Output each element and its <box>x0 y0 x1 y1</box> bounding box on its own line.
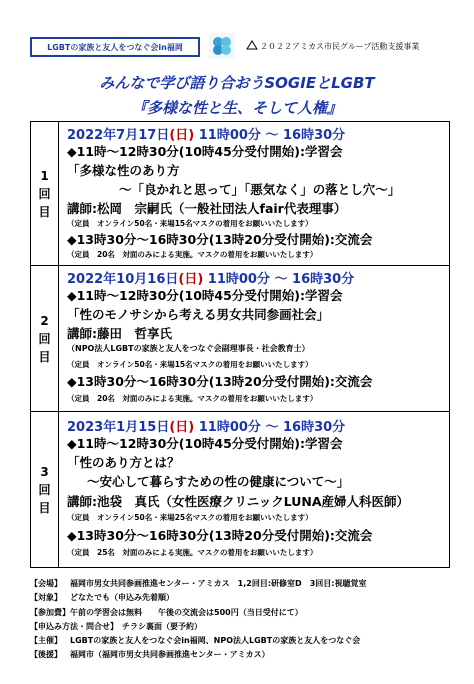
info-fee: 【参加費】 午前の学習会は無料 午後の交流会は500円（当日受付にて） <box>30 607 303 617</box>
session-date: 2022年7月17日(日) 11時00分 ～ 16時30分 <box>67 128 346 143</box>
exchange-capacity-note: （定員 25名 対面のみによる実施。マスクの着用をお願いいたします） <box>67 548 318 557</box>
session-date: 2022年10月16日(日) 11時00分 ～ 16時30分 <box>67 272 355 287</box>
study-subtheme: ～安心して暮らすための性の健康について～」 <box>87 474 350 489</box>
page-title-line1: みんなで学び語り合おうSOGIEとLGBT <box>99 74 375 92</box>
study-capacity-note: （定員 オンライン50名・来場15名マスクの着用をお願いいたします） <box>67 219 313 228</box>
clover-logo-icon <box>209 33 235 59</box>
session-row-3 <box>31 412 449 567</box>
session-number: 1 回 目 <box>31 122 59 265</box>
study-theme: 「多様な性のあり方 <box>67 163 180 178</box>
exchange-session-time: ◆13時30分～16時30分(13時20分受付開始):交流会 <box>67 528 373 543</box>
study-theme: 「性のモノサシから考える男女共同参画社会」 <box>67 307 330 322</box>
organizer-logo-box <box>30 37 200 57</box>
session-number: 3 回 目 <box>31 412 59 567</box>
session-row-1 <box>31 122 449 266</box>
session-number: 2 回 目 <box>31 266 59 411</box>
info-organizer: 【主催】 LGBTの家族と友人をつなぐ会in福岡、NPO法人LGBTの家族と友人をつなぐ会 <box>30 636 361 646</box>
study-capacity-note: （定員 オンライン50名・来場15名マスクの着用をお願いいたします） <box>67 360 313 369</box>
exchange-session-time: ◆13時30分～16時30分(13時20分受付開始):交流会 <box>67 232 373 247</box>
lecturer: 講師:藤田 哲享氏 <box>67 326 172 341</box>
info-audience: 【対象】 どなたでも（申込み先着順） <box>30 593 174 603</box>
lecturer: 講師:池袋 真氏（女性医療クリニックLUNA産婦人科医師） <box>67 494 410 509</box>
page-title-line2: 『多様な性と生、そして人権』 <box>131 99 342 117</box>
study-session-time: ◆11時～12時30分(10時45分受付開始):学習会 <box>67 288 343 303</box>
lecturer-role: （NPO法人LGBTの家族と友人をつなぐ会副理事長・社会教育士） <box>67 344 310 353</box>
exchange-session-time: ◆13時30分～16時30分(13時20分受付開始):交流会 <box>67 374 373 389</box>
study-session-time: ◆11時～12時30分(10時45分受付開始):学習会 <box>67 144 343 159</box>
exchange-capacity-note: （定員 20名 対面のみによる実施。マスクの着用をお願いいたします） <box>67 250 318 259</box>
study-capacity-note: （定員 オンライン50名・来場25名マスクの着用をお願いいたします） <box>67 513 313 522</box>
info-application: 【申込み方法・問合せ】 チラシ裏面（要予約） <box>30 621 202 631</box>
exchange-capacity-note: （定員 20名 対面のみによる実施。マスクの着用をお願いいたします） <box>67 394 318 403</box>
session-row-2 <box>31 266 449 412</box>
schedule-table <box>30 121 450 568</box>
study-theme: 「性のあり方とは？ <box>67 455 180 470</box>
study-subtheme: ～「良かれと思って」「悪気なく」の落とし穴～」 <box>119 182 401 197</box>
organizer-logo-text: LGBTの家族と友人をつなぐ会in福岡 <box>47 42 183 52</box>
lecturer: 講師:松岡 宗嗣氏（一般社団法人fair代表理事） <box>67 201 347 216</box>
info-sponsor: 【後援】 福岡市（福岡市男女共同参画推進センター・アミカス） <box>30 650 270 660</box>
session-date: 2023年1月15日(日) 11時00分 ～ 16時30分 <box>67 420 346 435</box>
study-session-time: ◆11時～12時30分(10時45分受付開始):学習会 <box>67 436 343 451</box>
support-program-text: ２０２２アミカス市民グループ活動支援事業 <box>260 42 420 51</box>
event-info-block <box>30 577 450 663</box>
info-venue: 【会場】 福岡市男女共同参画推進センター・アミカス 1,2回目:研修室D 3回目:視聴覚室 <box>30 579 367 588</box>
amikas-mark-icon <box>246 39 258 51</box>
